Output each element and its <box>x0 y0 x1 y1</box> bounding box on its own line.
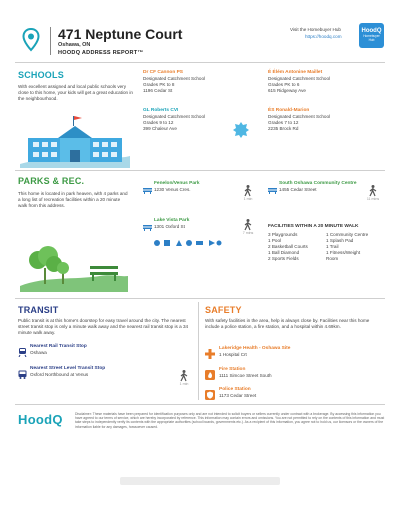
fire-station-icon <box>205 367 215 377</box>
city-label: Oshawa, ON <box>58 42 91 48</box>
park-name: South Oshawa Community Centre <box>279 181 357 186</box>
location-pin-icon <box>22 28 40 52</box>
school-type: Designated Catchment School <box>268 76 331 81</box>
park-name: Lake Vista Park <box>154 218 190 223</box>
rail-transit-value: Oshawa <box>30 350 47 355</box>
facility-item: 2 Basketball Courts <box>268 244 308 249</box>
school-name: ÉS Ronald-Marion <box>268 108 310 113</box>
award-seal-icon <box>233 122 249 138</box>
park-name: Fenelon/Venus Park <box>154 181 200 186</box>
school-grades: Grades 9 to 12 <box>143 120 174 125</box>
rail-transit-item[interactable] <box>18 344 188 356</box>
park-address: 1455 Cedar Street <box>279 187 317 192</box>
school-illustration <box>20 112 130 168</box>
street-transit-label: Nearest Street Level Transit Stop <box>30 366 106 371</box>
homebuyer-hub-badge[interactable] <box>359 23 384 48</box>
facility-item: 1 Ball Diamond <box>268 250 300 255</box>
police-shield-icon <box>205 387 215 397</box>
safety-item-name: Lakeridge Health - Oshawa Site <box>219 346 291 351</box>
park-item[interactable] <box>143 181 238 193</box>
facilities-list-right <box>326 232 386 262</box>
park-item[interactable] <box>268 181 363 193</box>
footer-rule <box>15 404 385 405</box>
facility-item: 1 Community Centre <box>326 232 369 237</box>
school-type: Designated Catchment School <box>143 76 206 81</box>
walk-time-label: 1 min <box>243 197 253 201</box>
transit-safety-divider <box>198 302 199 400</box>
school-name: É Élém Antonine Maillet <box>268 70 323 75</box>
rail-transit-label: Nearest Rail Transit Stop <box>30 344 87 349</box>
facility-item: Room <box>326 256 339 261</box>
safety-item-name: Fire Station <box>219 367 246 372</box>
school-type: Designated Catchment School <box>268 114 331 119</box>
address-title: 471 Neptune Court <box>58 26 183 42</box>
safety-item[interactable] <box>205 346 385 358</box>
school-item[interactable] <box>268 70 383 94</box>
school-grades: Grades PK to 6 <box>268 82 300 87</box>
school-address: 1196 Cedar St <box>143 88 173 93</box>
street-transit-value: Oxford Northbound at Venus <box>30 372 89 377</box>
parks-title: PARKS & REC. <box>18 176 85 186</box>
train-icon <box>18 344 27 353</box>
school-name: GL Roberts CVI <box>143 108 179 113</box>
facility-item: 1 Splash Pad <box>326 238 354 243</box>
hub-text: Visit the Homebuyer Hub <box>290 27 341 32</box>
walking-person-icon <box>368 184 378 196</box>
hub-link[interactable]: https://hoodq.com <box>305 34 342 39</box>
walk-time-label: 1 min <box>179 382 189 386</box>
bench-icon <box>143 181 152 187</box>
facility-item: 3 Playgrounds <box>268 232 298 237</box>
header-rule <box>15 62 385 63</box>
safety-item[interactable] <box>205 387 385 399</box>
school-type: Designated Catchment School <box>143 114 206 119</box>
school-grades: Grades PK to 8 <box>143 82 175 87</box>
park-item[interactable] <box>143 218 238 230</box>
school-item[interactable] <box>268 108 383 132</box>
bench-icon <box>268 181 277 187</box>
badge-logo: HoodQ <box>361 28 382 34</box>
bench-icon <box>143 218 152 224</box>
schools-title: SCHOOLS <box>18 70 64 80</box>
parks-description: This home is located in park heaven, with 4 parks and a long list of recreation facilities within a 20 minute walk from this address. <box>18 191 128 208</box>
schools-rule <box>15 170 385 171</box>
walking-person-icon <box>243 218 253 230</box>
transit-title: TRANSIT <box>18 305 59 315</box>
hoodq-footer-logo: HoodQ <box>18 412 63 427</box>
facility-item: 1 Pool <box>268 238 282 243</box>
schools-description: With excellent assigned and local public schools very close to this home, your kids will get a great education in the neighbourhood. <box>18 84 133 101</box>
header-divider <box>50 27 51 55</box>
park-address: 1230 Venus Cres. <box>154 187 191 192</box>
school-address: 2235 Brock Rd <box>268 126 299 131</box>
hospital-cross-icon <box>205 346 215 356</box>
walking-person-icon <box>243 184 253 196</box>
facility-item: 2 Sports Fields <box>268 256 299 261</box>
parks-rule <box>15 298 385 299</box>
safety-item[interactable] <box>205 367 385 379</box>
report-title: HOODQ ADDRESS REPORT™ <box>58 50 144 56</box>
badge-subtitle: Homebuyer Hub <box>363 34 380 42</box>
school-item[interactable] <box>143 70 253 94</box>
transit-description: Public transit is at this home's doorstep for easy travel around the city. The nearest street transit stop is only a minute walk away and the nearest rail transit stop is a 34 minute walk away. <box>18 318 189 335</box>
park-address: 1301 Oxford St <box>154 224 185 229</box>
school-address: 399 Chaleur Ave <box>143 126 177 131</box>
park-amenity-icons <box>153 234 223 242</box>
walking-person-icon <box>179 369 189 381</box>
street-transit-item[interactable] <box>18 366 188 378</box>
school-name: Dr CF Cannon PS <box>143 70 183 75</box>
safety-item-address: 1173 Cedar Street <box>219 393 257 398</box>
safety-item-name: Police Station <box>219 387 251 392</box>
walk-time-label: 7 mins <box>242 231 254 235</box>
bus-icon <box>18 366 27 375</box>
facility-item: 1 Trail <box>326 244 339 249</box>
safety-description: With safety facilities in the area, help is always close by. Facilities near this home include a police station, a fire station, and a hospital within 4.69km. <box>205 318 370 329</box>
school-grades: Grades 7 to 12 <box>268 120 299 125</box>
school-address: 615 Ridgeway Ave <box>268 88 306 93</box>
safety-item-address: 1111 Simcoe Street South <box>219 373 272 378</box>
watermark-bar <box>120 477 280 485</box>
walk-time-label: 11 mins <box>366 197 380 201</box>
park-illustration <box>20 246 128 292</box>
safety-title: SAFETY <box>205 305 242 315</box>
facility-item: 1 Fitness/Weight <box>326 250 361 255</box>
footer-disclaimer: Disclaimer: These materials have been prepared for identification purposes only and are not intended to solicit buyers or sellers currently under contract with a brokerage. By accessing this information you have agreed to our terms of service, which are hereby incorporated by reference. This information may contain errors and omissions. You are not permitted to rely on the contents of this information and must take steps to independently verify its contents with the appropriate authorities (school boards, governments etc.). As a recipient of this information, you agree not to hold us, our licensors or the owners of the information liable for any damages, howsoever caused. <box>75 412 385 429</box>
safety-item-address: 1 Hospital Crt <box>219 352 247 357</box>
facilities-title: FACILITIES WITHIN A 20 MINUTE WALK <box>268 224 359 229</box>
facilities-list-left <box>268 232 328 262</box>
